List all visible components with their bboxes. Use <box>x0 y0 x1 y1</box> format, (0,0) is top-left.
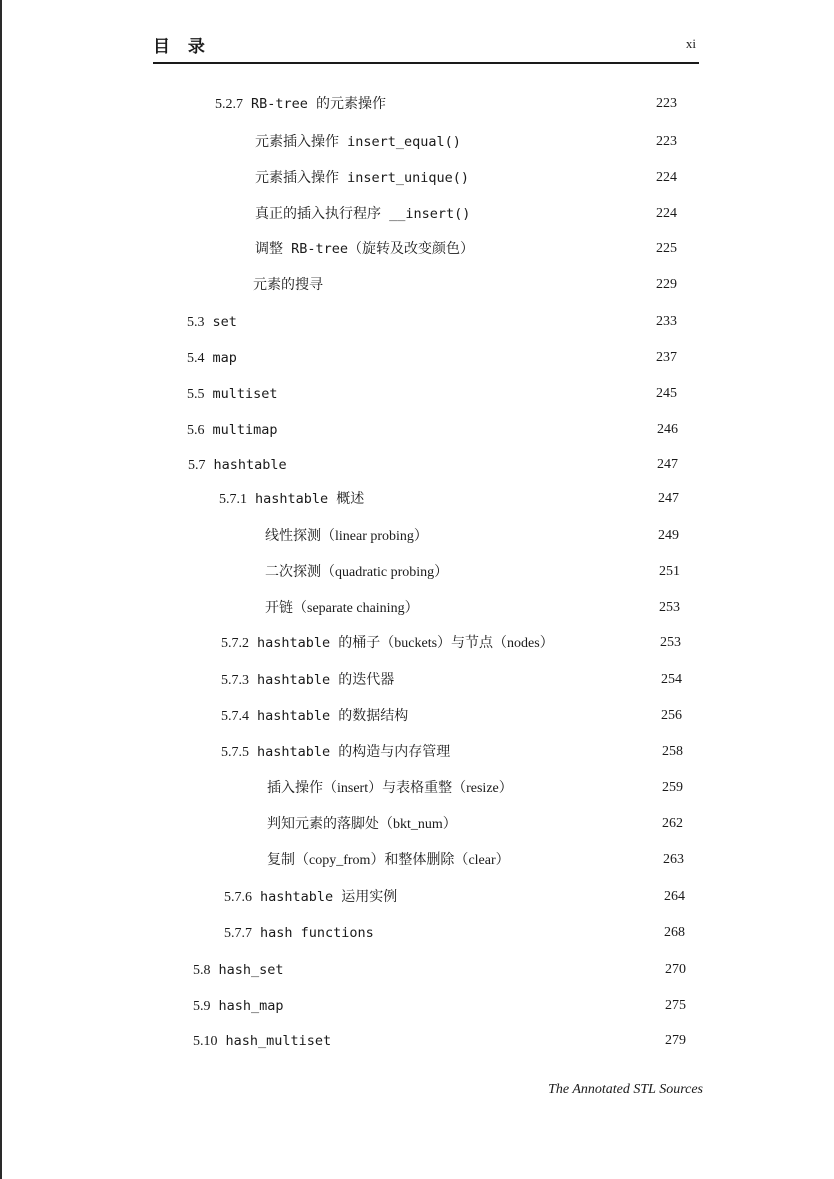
toc-entry-page: 263 <box>663 852 684 867</box>
toc-entry-title-part: 插入操作（ <box>267 780 337 796</box>
toc-entry-title <box>255 487 364 511</box>
toc-entry-title <box>213 382 278 406</box>
toc-entry-page: 225 <box>656 241 677 256</box>
toc-entry-title-part: nodes <box>507 636 540 651</box>
toc-entry-page: 229 <box>656 277 677 292</box>
toc-entry-title-part: 复制（ <box>267 852 309 868</box>
toc-entry-title <box>265 524 428 549</box>
toc-entry-title <box>257 740 450 764</box>
toc-entry-title-part: hash_set <box>218 962 284 978</box>
toc-entry[interactable] <box>219 487 364 511</box>
toc-entry-title-part: hash functions <box>260 925 374 941</box>
toc-entry-title-part: buckets <box>394 636 438 651</box>
toc-entry-title-part: __insert() <box>381 206 471 222</box>
toc-entry-title-part: ）与节点（ <box>437 635 508 651</box>
footer-book-title: The Annotated STL Sources <box>548 1082 703 1097</box>
toc-entry-title-part: 的元素操作 <box>316 96 387 112</box>
toc-entry-title-part: 的桶子（ <box>338 635 395 651</box>
toc-entry-title <box>213 346 237 370</box>
toc-entry-number: 5.3 <box>187 315 205 330</box>
toc-entry[interactable] <box>221 631 554 655</box>
toc-entry-number: 5.7.7 <box>224 926 252 941</box>
toc-entry[interactable] <box>187 310 237 334</box>
toc-entry-title-part: quadratic probing <box>335 565 435 580</box>
toc-entry[interactable] <box>265 596 419 620</box>
toc-entry-title-part: linear probing <box>335 529 414 544</box>
toc-entry-number: 5.7.6 <box>224 890 252 905</box>
toc-entry-title-part: hash_map <box>218 998 284 1014</box>
toc-entry-page: 279 <box>665 1033 686 1048</box>
toc-entry-title-part: ） <box>495 852 510 868</box>
toc-entry-title <box>213 310 237 334</box>
toc-entry[interactable] <box>255 130 461 154</box>
toc-entry-title-part: 元素插入操作 <box>255 134 339 150</box>
toc-entry-number: 5.7.1 <box>219 492 247 507</box>
toc-entry[interactable] <box>193 994 284 1018</box>
toc-entry[interactable] <box>187 382 278 406</box>
toc-entry-title <box>260 885 397 909</box>
toc-entry-number: 5.5 <box>187 387 205 402</box>
toc-entry-page: 223 <box>656 96 677 111</box>
toc-entry-title <box>255 166 469 190</box>
toc-entry-page: 270 <box>665 962 686 977</box>
header-page-number: xi <box>685 36 696 51</box>
toc-entry-number: 5.8 <box>193 963 211 978</box>
toc-entry-title-part: multiset <box>212 386 278 402</box>
toc-entry[interactable] <box>221 704 408 728</box>
toc-entry-title-part: map <box>212 350 237 366</box>
toc-entry-title-part: 调整 <box>255 241 283 257</box>
toc-entry[interactable] <box>224 921 374 945</box>
toc-entry-title-part: set <box>212 314 237 330</box>
toc-entry-title <box>219 994 284 1018</box>
toc-entry-title-part: 元素的搜寻 <box>253 277 323 293</box>
toc-entry-number: 5.7.5 <box>221 745 249 760</box>
toc-entry-page: 247 <box>657 457 678 472</box>
toc-entry-title <box>214 453 287 477</box>
toc-entry-title-part: hashtable <box>213 457 287 473</box>
toc-entry-title <box>255 130 461 154</box>
toc-entry-title-part: RB-tree <box>251 96 317 112</box>
toc-entry[interactable] <box>221 668 394 692</box>
toc-entry-page: 264 <box>664 889 685 904</box>
toc-entry[interactable] <box>187 418 278 442</box>
header-title: 目 录 <box>153 37 211 57</box>
toc-entry[interactable] <box>215 92 386 116</box>
toc-entry-title-part: insert_unique() <box>339 170 470 186</box>
toc-entry-title-part: hashtable <box>257 708 339 724</box>
toc-entry-title-part: ） <box>413 528 428 544</box>
toc-entry-title <box>267 848 510 873</box>
toc-entry-page: 223 <box>656 134 677 149</box>
toc-entry-title <box>257 631 554 656</box>
toc-entry-title-part: 二次探测（ <box>265 564 335 580</box>
toc-entry-title <box>213 418 278 442</box>
toc-entry[interactable] <box>253 273 323 297</box>
toc-entry-page: 233 <box>656 314 677 329</box>
toc-entry-number: 5.10 <box>193 1034 218 1049</box>
toc-entry-page: 246 <box>657 422 678 437</box>
toc-entry-page: 247 <box>658 491 679 506</box>
toc-entry[interactable] <box>267 848 510 872</box>
toc-entry-title-part: 运用实例 <box>341 889 398 905</box>
toc-entry-title-part: ） <box>404 600 419 616</box>
toc-entry[interactable] <box>267 776 513 800</box>
toc-entry-number: 5.7.3 <box>221 673 249 688</box>
toc-entry-page: 251 <box>659 564 680 579</box>
toc-entry[interactable] <box>255 202 470 226</box>
toc-entry-title <box>267 812 457 837</box>
toc-entry-title-part: 开链（ <box>265 600 307 616</box>
toc-entry-title-part: separate chaining <box>307 601 405 616</box>
toc-entry-title-part: 元素插入操作 <box>255 170 339 186</box>
toc-entry[interactable] <box>193 1029 331 1053</box>
toc-entry-title <box>253 273 323 297</box>
toc-entry-title-part: insert_equal() <box>339 134 461 150</box>
toc-entry-page: 245 <box>656 386 677 401</box>
toc-entry-page: 224 <box>656 170 677 185</box>
toc-entry-title <box>226 1029 332 1053</box>
toc-entry-title-part: hashtable <box>260 889 342 905</box>
toc-entry-title <box>219 958 284 982</box>
toc-entry-page: 254 <box>661 672 682 687</box>
toc-entry-title <box>265 560 448 585</box>
toc-entry-title <box>265 596 419 621</box>
toc-entry-page: 224 <box>656 206 677 221</box>
toc-entry[interactable] <box>187 346 237 370</box>
toc-entry-title-part: RB-tree <box>283 241 349 257</box>
toc-entry-page: 253 <box>659 600 680 615</box>
toc-entry-number: 5.2.7 <box>215 97 243 112</box>
toc-entry-title-part: hash_multiset <box>225 1033 332 1049</box>
toc-entry-title <box>257 668 394 692</box>
toc-entry-title-part: 概述 <box>336 491 365 507</box>
toc-entry-title-part: hashtable <box>257 672 339 688</box>
toc-entry-title <box>251 92 386 116</box>
toc-entry-title-part: 真正的插入执行程序 <box>255 206 381 222</box>
toc-entry-title-part: 的数据结构 <box>338 708 409 724</box>
toc-entry-title-part: multimap <box>212 422 278 438</box>
toc-entry-title <box>267 776 513 801</box>
toc-entry-title <box>257 704 408 728</box>
toc-entry-page: 253 <box>660 635 681 650</box>
toc-entry-title-part: hashtable <box>257 635 339 651</box>
toc-entry-number: 5.7.4 <box>221 709 249 724</box>
toc-entry-title-part: clear <box>468 853 496 868</box>
toc-entry-title-part: 的迭代器 <box>338 672 395 688</box>
toc-entry-title-part: resize <box>466 781 499 796</box>
toc-entry[interactable] <box>267 812 457 836</box>
toc-entry-title-part: hashtable <box>257 744 339 760</box>
toc-entry-title-part: ）和整体删除（ <box>370 852 469 868</box>
toc-entry-title-part: （旋转及改变颜色） <box>348 241 475 257</box>
toc-entry-title-part: copy_from <box>309 853 371 868</box>
toc-entry-title <box>255 237 474 261</box>
toc-entry-number: 5.7 <box>188 458 206 473</box>
toc-entry-title-part: 的构造与内存管理 <box>338 744 451 760</box>
toc-entry-title-part: insert <box>337 781 369 796</box>
toc-entry[interactable] <box>193 958 284 982</box>
toc-entry-number: 5.9 <box>193 999 211 1014</box>
toc-entry-page: 275 <box>665 998 686 1013</box>
toc-entry[interactable] <box>224 885 397 909</box>
toc-entry[interactable] <box>255 166 469 190</box>
toc-entry-page: 256 <box>661 708 682 723</box>
toc-entry[interactable] <box>221 740 450 764</box>
toc-entry[interactable] <box>255 237 474 261</box>
toc-entry-title-part: 判知元素的落脚处（ <box>267 816 393 832</box>
toc-entry-title-part: ） <box>442 816 457 832</box>
toc-entry-title-part: ） <box>434 564 449 580</box>
toc-entry[interactable] <box>188 453 287 477</box>
toc-entry-number: 5.4 <box>187 351 205 366</box>
toc-entry-page: 249 <box>658 528 679 543</box>
toc-entry-title-part: ） <box>498 780 513 796</box>
toc-entry-title-part: 线性探测（ <box>265 528 335 544</box>
toc-entry-title-part: ） <box>539 635 554 651</box>
toc-entry-title-part: hashtable <box>255 491 337 507</box>
toc-entry-page: 237 <box>656 350 677 365</box>
toc-entry-page: 262 <box>662 816 683 831</box>
toc-entry-page: 268 <box>664 925 685 940</box>
toc-entry-number: 5.7.2 <box>221 636 249 651</box>
toc-entry-page: 259 <box>662 780 683 795</box>
toc-entry-title-part: bkt_num <box>393 817 443 832</box>
toc-entry-title <box>260 921 374 945</box>
toc-entry-number: 5.6 <box>187 423 205 438</box>
toc-entry-page: 258 <box>662 744 683 759</box>
toc-entry[interactable] <box>265 560 448 584</box>
toc-entry[interactable] <box>265 524 428 548</box>
toc-entry-title <box>255 202 470 226</box>
toc-entry-title-part: ）与表格重整（ <box>368 780 467 796</box>
